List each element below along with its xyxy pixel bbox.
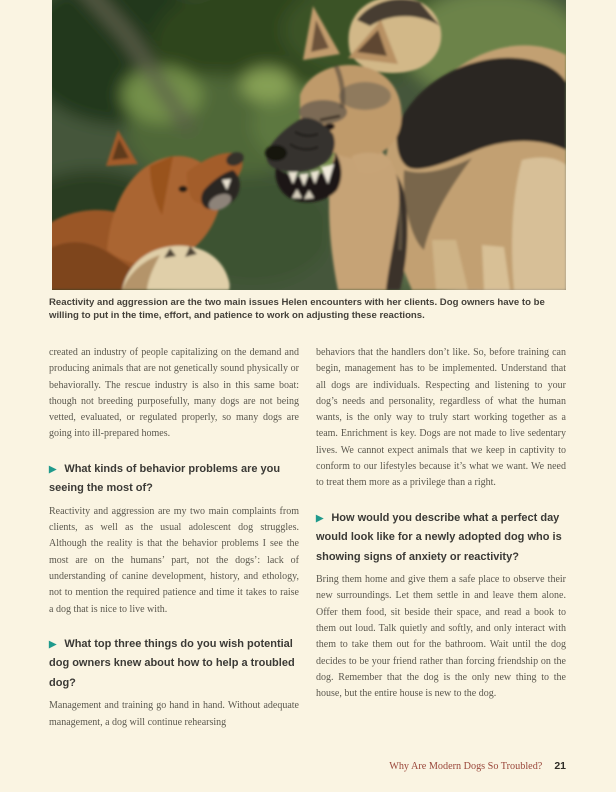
answer-paragraph: Management and training go hand in hand. Without adequate management, a dog will continue rehearsing — [49, 700, 299, 728]
question-heading — [49, 460, 299, 499]
question-text: What top three things do you wish potential dog owners knew about how to help a troubled dog? — [49, 637, 295, 689]
running-title: Why Are Modern Dogs So Troubled? — [389, 761, 543, 772]
article-body — [49, 345, 566, 731]
dogs-photo — [52, 0, 566, 290]
dogs-photo-illustration — [52, 0, 566, 290]
question-text: What kinds of behavior problems are you seeing the most of? — [49, 462, 281, 495]
question-heading — [316, 509, 566, 568]
left-column — [49, 345, 299, 731]
question-bullet-icon: ▶ — [49, 463, 57, 475]
right-column — [316, 345, 566, 731]
question-heading — [49, 635, 299, 694]
paragraph-continuation: behaviors that the handlers don’t like. So, before training can begin, management has to be implemented. Understand that all dogs are individuals. Respecting and listening to your dog’s needs and personality, regardless of what the human wants, is the only way to truly start working together as a team. Enrichment is key. Dogs are not made to live sedentary lives. We cannot expect animals that we keep in captivity to conform to our lifestyles because it’s what we want. We need to treat them more as a privilege than a right. — [316, 347, 566, 489]
answer-paragraph: Reactivity and aggression are my two main complaints from clients, as well as the usual adolescent dog struggles. Although the reality is that the behavior problems I see the most are on the humans’ part, not the dogs’: lack of understanding of canine development, history, and ethology, not to mention the required patience and time it takes to raise a dog that is nice to live with. — [49, 505, 299, 615]
paragraph-continuation: created an industry of people capitalizing on the demand and producing animals that are not genetically sound physically or behaviorally. The rescue industry is also in this same boat: though not breeding purposefully, many dogs are not being vetted, evaluated, or regulated properly, so many dogs are going into ill-prepared homes. — [49, 347, 299, 440]
photo-caption: Reactivity and aggression are the two main issues Helen encounters with her clients. Dog owners have to be willing to put in the time, effort, and patience to work on adjusting these reactions. — [49, 297, 545, 322]
page-footer — [49, 756, 566, 774]
question-bullet-icon: ▶ — [316, 512, 324, 524]
page-number: 21 — [554, 760, 566, 772]
question-bullet-icon: ▶ — [49, 638, 57, 650]
answer-paragraph: Bring them home and give them a safe place to observe their new surroundings. Let them settle in and leave them alone. Offer them food, sit beside their space, and read a book to them out loud. Talk quietly and softly, and only interact with them to take them out for the bathroom. Wait until the dog decides to be your friend rather than forcing friendship on the dog. Remember that the dog is the only new thing to the house, but the entire house is new to the dog. — [316, 574, 566, 700]
question-text: How would you describe what a perfect day would look like for a newly adopted dog who is showing signs of anxiety or reactivity? — [316, 511, 562, 563]
